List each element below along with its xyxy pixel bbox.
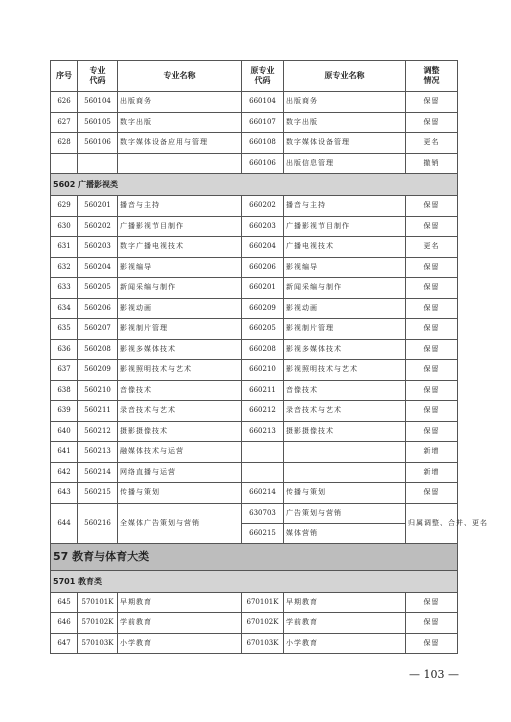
cell-orig-code [242, 462, 284, 483]
cell-orig-name: 广播影视节目制作 [284, 216, 406, 237]
cell-code: 560208 [78, 339, 118, 360]
subcategory-row [51, 174, 458, 196]
cell-code: 560210 [78, 380, 118, 401]
subcategory-5701-label: 5701 教育类 [51, 570, 458, 592]
cell-name: 数字出版 [118, 112, 242, 133]
table-row [51, 257, 458, 278]
cell-orig-name: 数字出版 [284, 112, 406, 133]
cell-seq: 633 [51, 278, 78, 299]
cell-name: 新闻采编与制作 [118, 278, 242, 299]
cell-orig-code: 660108 [242, 133, 284, 154]
table-row [51, 298, 458, 319]
cell-status: 保留 [406, 613, 458, 634]
cell-orig-code: 660211 [242, 380, 284, 401]
major-catalog-table [50, 60, 488, 654]
cell-status: 新增 [406, 442, 458, 463]
table-row [51, 216, 458, 237]
cell-code: 560207 [78, 319, 118, 340]
table-row [51, 237, 458, 258]
cell-orig-name: 出版信息管理 [284, 153, 406, 174]
cell-code: 570101K [78, 592, 118, 613]
subcategory-row [51, 570, 458, 592]
cell-seq: 644 [51, 503, 78, 543]
cell-name: 影视编导 [118, 257, 242, 278]
cell-orig-name: 影视多媒体技术 [284, 339, 406, 360]
cell-status: 保留 [406, 112, 458, 133]
cell-code: 560106 [78, 133, 118, 154]
cell-code: 560202 [78, 216, 118, 237]
cell-orig-code: 660205 [242, 319, 284, 340]
cell-orig-code: 630703 [242, 503, 284, 523]
cell-status: 保留 [406, 278, 458, 299]
cell-orig-name: 影视编导 [284, 257, 406, 278]
cell-seq: 632 [51, 257, 78, 278]
cell-orig-name: 出版商务 [284, 92, 406, 113]
cell-seq: 626 [51, 92, 78, 113]
cell-orig-code: 670103K [242, 633, 284, 654]
cell-code: 560204 [78, 257, 118, 278]
header-orig-name: 原专业名称 [284, 61, 406, 92]
cell-orig-code: 660209 [242, 298, 284, 319]
table-row [51, 503, 458, 523]
table-row [51, 112, 458, 133]
cell-code: 560205 [78, 278, 118, 299]
major-category-57-label: 57 教育与体育大类 [51, 543, 458, 570]
major-category-row [51, 543, 458, 570]
cell-status: 保留 [406, 216, 458, 237]
cell-name [118, 153, 242, 174]
cell-name: 小学教育 [118, 633, 242, 654]
cell-orig-name: 广告策划与营销 [284, 503, 406, 523]
cell-status: 保留 [406, 633, 458, 654]
cell-status: 保留 [406, 483, 458, 504]
cell-name: 传播与策划 [118, 483, 242, 504]
cell-seq: 630 [51, 216, 78, 237]
cell-code: 560105 [78, 112, 118, 133]
cell-seq: 643 [51, 483, 78, 504]
cell-status: 保留 [406, 592, 458, 613]
cell-name: 出版商务 [118, 92, 242, 113]
cell-code: 560211 [78, 401, 118, 422]
cell-code: 570102K [78, 613, 118, 634]
cell-name: 早期教育 [118, 592, 242, 613]
cell-status: 保留 [406, 257, 458, 278]
cell-status: 归属调整、合并、更名 [406, 503, 458, 543]
cell-seq: 637 [51, 360, 78, 381]
cell-status: 保留 [406, 339, 458, 360]
cell-seq: 628 [51, 133, 78, 154]
cell-orig-code: 660106 [242, 153, 284, 174]
cell-orig-code: 660215 [242, 523, 284, 543]
table-header-row [51, 61, 458, 92]
cell-seq: 646 [51, 613, 78, 634]
cell-code: 560209 [78, 360, 118, 381]
cell-code: 570103K [78, 633, 118, 654]
cell-name: 全媒体广告策划与营销 [118, 503, 242, 543]
table-row [51, 360, 458, 381]
cell-orig-code: 660107 [242, 112, 284, 133]
cell-name: 影视照明技术与艺术 [118, 360, 242, 381]
cell-name: 学前教育 [118, 613, 242, 634]
table-row [51, 462, 458, 483]
cell-status: 撤销 [406, 153, 458, 174]
cell-orig-code: 660204 [242, 237, 284, 258]
cell-orig-code: 660104 [242, 92, 284, 113]
cell-name: 播音与主持 [118, 196, 242, 217]
header-code: 专业 代码 [78, 61, 118, 92]
cell-code: 560214 [78, 462, 118, 483]
cell-name: 网络直播与运营 [118, 462, 242, 483]
cell-orig-name [284, 462, 406, 483]
cell-seq: 627 [51, 112, 78, 133]
cell-name: 融媒体技术与运营 [118, 442, 242, 463]
table-row [51, 633, 458, 654]
cell-code: 560215 [78, 483, 118, 504]
table-row [51, 613, 458, 634]
cell-seq: 636 [51, 339, 78, 360]
cell-orig-name: 影视照明技术与艺术 [284, 360, 406, 381]
cell-code: 560206 [78, 298, 118, 319]
table-row [51, 380, 458, 401]
cell-orig-code: 660212 [242, 401, 284, 422]
table-row [51, 592, 458, 613]
header-seq: 序号 [51, 61, 78, 92]
cell-orig-code: 660214 [242, 483, 284, 504]
cell-orig-code: 660210 [242, 360, 284, 381]
cell-seq: 629 [51, 196, 78, 217]
cell-orig-code: 660206 [242, 257, 284, 278]
cell-code: 560216 [78, 503, 118, 543]
table-row [51, 421, 458, 442]
cell-seq: 638 [51, 380, 78, 401]
cell-orig-code: 660208 [242, 339, 284, 360]
cell-code: 560104 [78, 92, 118, 113]
cell-name: 音像技术 [118, 380, 242, 401]
cell-seq: 641 [51, 442, 78, 463]
cell-seq: 642 [51, 462, 78, 483]
cell-name: 影视动画 [118, 298, 242, 319]
header-name: 专业名称 [118, 61, 242, 92]
cell-status: 保留 [406, 380, 458, 401]
cell-orig-name: 学前教育 [284, 613, 406, 634]
table-row [51, 153, 458, 174]
cell-code: 560203 [78, 237, 118, 258]
table-row [51, 278, 458, 299]
cell-status: 更名 [406, 133, 458, 154]
cell-orig-code: 660201 [242, 278, 284, 299]
cell-name: 影视制片管理 [118, 319, 242, 340]
cell-orig-name: 播音与主持 [284, 196, 406, 217]
cell-status: 保留 [406, 298, 458, 319]
table-row [51, 133, 458, 154]
cell-orig-name: 摄影摄像技术 [284, 421, 406, 442]
cell-orig-code: 670101K [242, 592, 284, 613]
cell-status: 保留 [406, 421, 458, 442]
cell-status: 保留 [406, 196, 458, 217]
cell-orig-name: 数字媒体设备管理 [284, 133, 406, 154]
page-number: — 103 — [409, 668, 459, 681]
cell-status: 保留 [406, 319, 458, 340]
cell-seq: 647 [51, 633, 78, 654]
cell-status: 新增 [406, 462, 458, 483]
cell-orig-code: 660213 [242, 421, 284, 442]
cell-orig-code [242, 442, 284, 463]
cell-name: 广播影视节目制作 [118, 216, 242, 237]
cell-status: 更名 [406, 237, 458, 258]
cell-orig-name: 新闻采编与制作 [284, 278, 406, 299]
cell-seq: 640 [51, 421, 78, 442]
cell-status: 保留 [406, 360, 458, 381]
cell-orig-name: 影视动画 [284, 298, 406, 319]
table-row [51, 483, 458, 504]
table-row [51, 319, 458, 340]
cell-code: 560201 [78, 196, 118, 217]
cell-seq: 639 [51, 401, 78, 422]
cell-seq: 631 [51, 237, 78, 258]
cell-orig-code: 660203 [242, 216, 284, 237]
cell-orig-name: 传播与策划 [284, 483, 406, 504]
cell-orig-name: 音像技术 [284, 380, 406, 401]
cell-orig-name: 广播电视技术 [284, 237, 406, 258]
cell-orig-name: 媒体营销 [284, 523, 406, 543]
table-row [51, 196, 458, 217]
cell-orig-name: 小学教育 [284, 633, 406, 654]
cell-name: 摄影摄像技术 [118, 421, 242, 442]
cell-code: 560212 [78, 421, 118, 442]
cell-name: 影视多媒体技术 [118, 339, 242, 360]
table-row [51, 92, 458, 113]
cell-name: 数字广播电视技术 [118, 237, 242, 258]
cell-seq: 645 [51, 592, 78, 613]
table-row [51, 442, 458, 463]
cell-name: 录音技术与艺术 [118, 401, 242, 422]
cell-seq: 635 [51, 319, 78, 340]
cell-seq [51, 153, 78, 174]
cell-code [78, 153, 118, 174]
cell-seq: 634 [51, 298, 78, 319]
cell-code: 560213 [78, 442, 118, 463]
header-status: 调整 情况 [406, 61, 458, 92]
table-row [51, 339, 458, 360]
cell-orig-name [284, 442, 406, 463]
header-orig-code: 原专业 代码 [242, 61, 284, 92]
subcategory-5602-label: 5602 广播影视类 [51, 174, 458, 196]
cell-status: 保留 [406, 92, 458, 113]
table-row [51, 401, 458, 422]
cell-orig-code: 660202 [242, 196, 284, 217]
cell-status: 保留 [406, 401, 458, 422]
cell-orig-code: 670102K [242, 613, 284, 634]
cell-name: 数字媒体设备应用与管理 [118, 133, 242, 154]
cell-orig-name: 早期教育 [284, 592, 406, 613]
cell-orig-name: 影视制片管理 [284, 319, 406, 340]
cell-orig-name: 录音技术与艺术 [284, 401, 406, 422]
